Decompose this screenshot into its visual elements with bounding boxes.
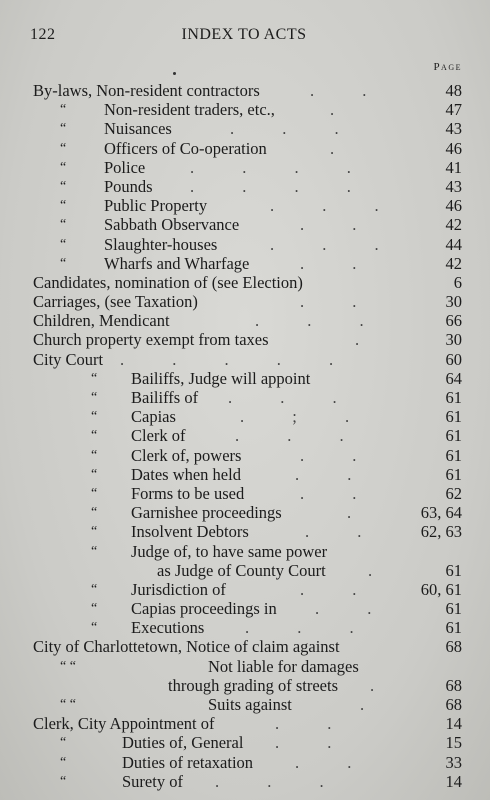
entry-page: 43 <box>445 176 462 196</box>
index-entry <box>0 407 490 426</box>
index-entry <box>0 753 490 772</box>
leader-dots: . <box>330 138 357 158</box>
entry-label: Bailiffs, Judge will appoint <box>131 368 311 388</box>
ditto-mark: “ <box>60 735 67 751</box>
entry-page: 43 <box>445 119 462 139</box>
page-header <box>30 26 458 48</box>
entry-label: By-laws, Non-resident contractors <box>33 81 260 100</box>
ditto-mark: “ <box>60 773 67 789</box>
entry-label: through grading of streets <box>168 675 339 695</box>
entry-label: Forms to be used <box>131 483 245 503</box>
ink-speck <box>173 72 176 75</box>
leader-dots: . . . . . <box>120 349 356 369</box>
ditto-mark: “ <box>91 601 98 617</box>
leader-dots: . . <box>310 81 389 100</box>
ditto-mark: “ <box>91 370 98 386</box>
entry-page: 61 <box>445 618 462 638</box>
entry-page: 6 <box>453 272 462 292</box>
entry-page: 44 <box>445 234 462 254</box>
entry-page: 61 <box>445 464 462 484</box>
index-entry <box>0 235 490 254</box>
ditto-mark: “ <box>60 121 67 137</box>
entry-label: City of Charlottetown, Notice of claim against <box>33 637 340 657</box>
entry-label: Pounds <box>104 176 153 196</box>
leader-dots: . . <box>300 215 379 235</box>
index-entry <box>0 81 490 100</box>
entry-page: 42 <box>445 215 462 235</box>
entry-page: 68 <box>445 695 462 714</box>
leader-dots: . <box>347 503 374 523</box>
entry-label: Clerk of, powers <box>131 445 242 465</box>
index-entry <box>0 426 490 445</box>
leader-dots: . . . <box>215 771 346 791</box>
leader-dots: . . . <box>255 311 386 331</box>
ditto-mark: “ <box>91 485 98 501</box>
entry-page: 42 <box>445 253 462 273</box>
entry-page: 64 <box>445 368 462 388</box>
page-number: 122 <box>30 26 56 43</box>
entry-page: 14 <box>445 771 462 791</box>
ditto-mark: “ <box>91 524 98 540</box>
entry-label: Surety of <box>122 771 183 791</box>
entry-label: Nuisances <box>104 119 172 139</box>
index-entry <box>0 158 490 177</box>
ditto-mark: “ “ <box>60 697 76 712</box>
entry-label: Suits against <box>208 695 292 714</box>
entry-page: 30 <box>445 292 462 312</box>
ditto-mark: “ “ <box>60 658 76 674</box>
index-entry <box>0 522 490 541</box>
entry-label: Judge of, to have same power <box>131 541 328 561</box>
ditto-mark: “ <box>60 198 67 214</box>
index-entry <box>0 100 490 119</box>
ditto-mark: “ <box>60 255 67 271</box>
entry-label: Clerk, City Appointment of <box>33 714 215 734</box>
leader-dots: . . <box>305 522 384 542</box>
entry-page: 30 <box>445 330 462 350</box>
leader-dots: . . <box>315 599 394 619</box>
entry-page: 61 <box>445 426 462 446</box>
ditto-mark: “ <box>91 505 98 521</box>
entry-page: 41 <box>445 157 462 177</box>
ditto-mark: “ <box>60 102 67 118</box>
entry-page: 48 <box>445 81 462 100</box>
leader-dots: . . . <box>245 618 376 638</box>
leader-dots: . . . . <box>190 157 373 177</box>
index-entry <box>0 446 490 465</box>
leader-dots: . . <box>300 483 379 503</box>
entry-page: 62 <box>445 483 462 503</box>
entry-label: Carriages, (see Taxation) <box>33 292 198 312</box>
leader-dots: . <box>355 330 382 350</box>
leader-dots: . . <box>295 464 374 484</box>
leader-dots: . . <box>300 579 379 599</box>
leader-dots: . . <box>300 292 379 312</box>
entry-page: 63, 64 <box>420 503 462 523</box>
entry-page: 61 <box>445 445 462 465</box>
index-entry <box>0 273 490 292</box>
page-column-label: Page <box>433 61 462 73</box>
leader-dots: . <box>370 675 397 695</box>
index-entry <box>0 657 490 676</box>
index-entry <box>0 465 490 484</box>
entry-page: 61 <box>445 599 462 619</box>
leader-dots: . . . <box>228 388 359 407</box>
ditto-mark: “ <box>91 620 98 636</box>
index-entry <box>0 311 490 330</box>
index-entry <box>0 542 490 561</box>
entry-label: as Judge of County Court <box>157 560 326 580</box>
ditto-mark: “ <box>60 159 67 175</box>
entry-page: 14 <box>445 714 462 734</box>
entry-page: 15 <box>445 733 462 753</box>
index-entry <box>0 599 490 618</box>
entry-page: 68 <box>445 637 462 657</box>
entry-label: Public Property <box>104 196 208 216</box>
ditto-mark: “ <box>91 390 98 405</box>
index-entry <box>0 714 490 733</box>
leader-dots: . <box>368 560 395 580</box>
ditto-mark: “ <box>91 447 98 463</box>
running-title: INDEX TO ACTS <box>181 26 307 43</box>
ditto-mark: “ <box>91 409 98 425</box>
entry-label: Police <box>104 157 146 177</box>
entry-label: Children, Mendicant <box>33 311 170 331</box>
index-entries <box>0 81 490 791</box>
entry-label: Insolvent Debtors <box>131 522 249 542</box>
leader-dots: . . <box>300 253 379 273</box>
entry-label: Jurisdiction of <box>131 579 226 599</box>
entry-label: Sabbath Observance <box>104 215 240 235</box>
entry-label: Capias <box>131 407 176 427</box>
index-entry <box>0 772 490 791</box>
entry-label: Duties of, General <box>122 733 244 753</box>
entry-page: 60, 61 <box>420 579 462 599</box>
entry-label: Not liable for damages <box>208 656 359 676</box>
leader-dots: . ; . <box>240 407 372 427</box>
entry-page: 66 <box>445 311 462 331</box>
leader-dots: . . . <box>230 119 361 139</box>
leader-dots: . . . <box>235 426 366 446</box>
entry-page: 47 <box>445 100 462 120</box>
index-entry <box>0 484 490 503</box>
ditto-mark: “ <box>60 754 67 770</box>
index-entry <box>0 388 490 407</box>
entry-label: Garnishee proceedings <box>131 503 282 523</box>
index-entry <box>0 292 490 311</box>
entry-label: Church property exempt from taxes <box>33 330 269 350</box>
entry-label: Executions <box>131 618 205 638</box>
index-entry <box>0 733 490 752</box>
index-entry <box>0 637 490 656</box>
entry-page: 62, 63 <box>420 522 462 542</box>
index-entry <box>0 350 490 369</box>
entry-label: City Court <box>33 349 104 369</box>
ditto-mark: “ <box>60 140 67 156</box>
ditto-mark: “ <box>60 236 67 252</box>
entry-page: 33 <box>445 752 462 772</box>
leader-dots: . <box>330 100 357 120</box>
ditto-mark: “ <box>91 543 98 559</box>
entry-page: 46 <box>445 138 462 158</box>
entry-label: Clerk of <box>131 426 186 446</box>
leader-dots: . . <box>275 714 354 734</box>
entry-label: Duties of retaxation <box>122 752 254 772</box>
entry-label: Dates when held <box>131 464 241 484</box>
entry-label: Wharfs and Wharfage <box>104 253 250 273</box>
leader-dots: . . . <box>270 234 401 254</box>
entry-page: 61 <box>445 560 462 580</box>
index-entry <box>0 580 490 599</box>
index-entry <box>0 618 490 637</box>
index-entry <box>0 503 490 522</box>
ditto-mark: “ <box>91 428 98 444</box>
ditto-mark: “ <box>60 217 67 233</box>
index-entry <box>0 695 490 714</box>
leader-dots: . . . . <box>190 176 373 196</box>
index-entry <box>0 330 490 349</box>
index-entry <box>0 177 490 196</box>
entry-label: Bailiffs of <box>131 388 199 407</box>
index-entry <box>0 196 490 215</box>
leader-dots: . . . <box>270 196 401 216</box>
leader-dots: . . <box>295 752 374 772</box>
ditto-mark: “ <box>91 581 98 597</box>
entry-label: Candidates, nomination of (see Election) <box>33 272 303 292</box>
leader-dots: . . <box>275 733 354 753</box>
entry-page: 60 <box>445 349 462 369</box>
index-entry <box>0 561 490 580</box>
index-entry <box>0 676 490 695</box>
index-entry <box>0 119 490 138</box>
index-entry <box>0 254 490 273</box>
entry-label: Slaughter-houses <box>104 234 218 254</box>
leader-dots: . <box>360 695 387 714</box>
index-entry <box>0 215 490 234</box>
entry-page: 46 <box>445 196 462 216</box>
entry-page: 61 <box>445 388 462 407</box>
ditto-mark: “ <box>91 466 98 482</box>
entry-label: Non-resident traders, etc., <box>104 100 275 120</box>
entry-label: Officers of Co-operation <box>104 138 267 158</box>
index-entry <box>0 139 490 158</box>
entry-label: Capias proceedings in <box>131 599 277 619</box>
entry-page: 61 <box>445 407 462 427</box>
leader-dots: . . <box>300 445 379 465</box>
ditto-mark: “ <box>60 178 67 194</box>
index-entry <box>0 369 490 388</box>
entry-page: 68 <box>445 675 462 695</box>
